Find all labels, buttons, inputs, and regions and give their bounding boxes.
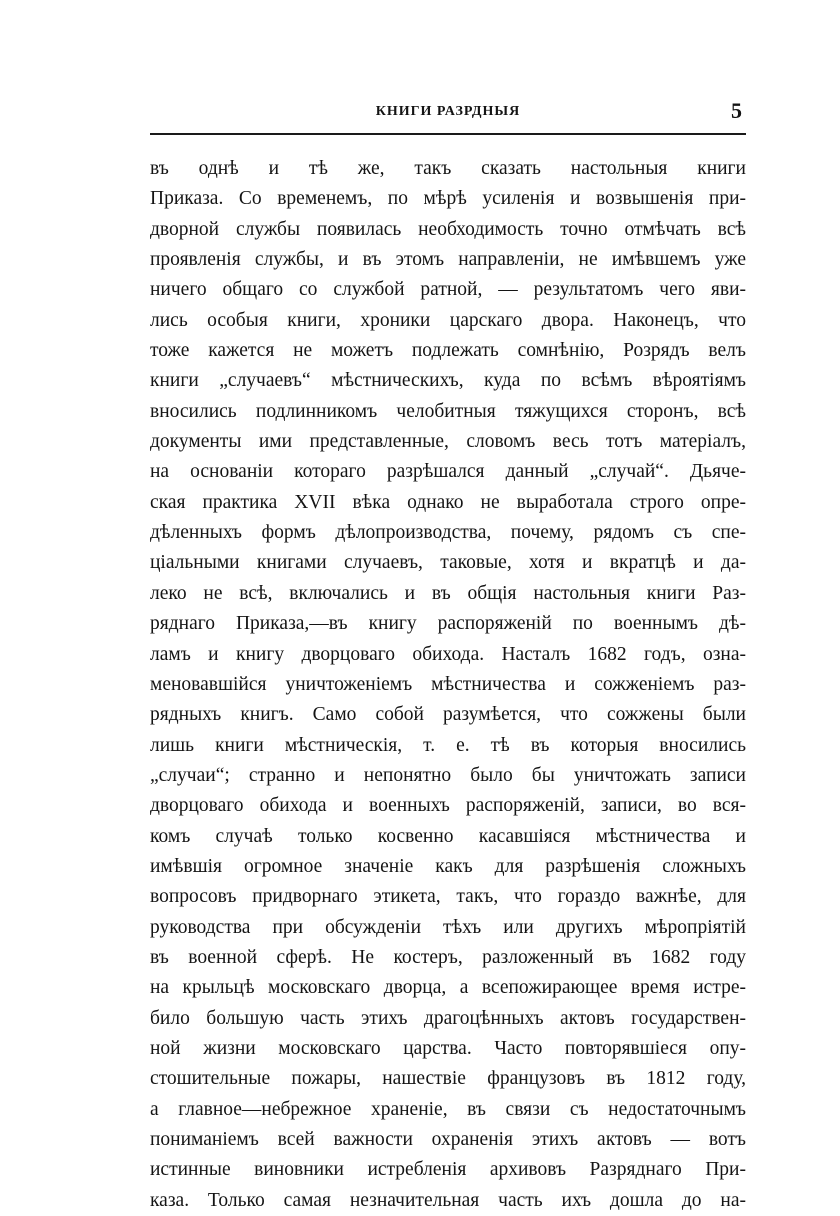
running-head xyxy=(150,98,746,130)
text-line: дворцоваго обихода и военныхъ распоряженій, записи, во вся- xyxy=(150,795,746,817)
text-line: лись особыя книги, хроники царскаго двора. Наконецъ, что xyxy=(150,309,746,331)
text-line: меновавшійся уничтоженіемъ мѣстничества и сожженіемъ раз- xyxy=(150,673,746,695)
text-line: книги „случаевъ“ мѣстническихъ, куда по всѣмъ вѣроятіямъ xyxy=(150,370,746,392)
text-line: било большую часть этихъ драгоцѣнныхъ актовъ государствен- xyxy=(150,1007,746,1029)
text-line: ной жизни московскаго царства. Часто повторявшіеся опу- xyxy=(150,1037,746,1059)
text-line: стошительные пожары, нашествіе французовъ въ 1812 году, xyxy=(150,1068,746,1090)
text-line: на основаніи котораго разрѣшался данный „случай“. Дьяче- xyxy=(150,461,746,483)
running-title: КНИГИ РАЗРДНЫЯ xyxy=(375,104,521,119)
text-line: ничего общаго со службой ратной, — результатомъ чего яви- xyxy=(150,279,746,301)
text-line: въ военной сферѣ. Не костеръ, разложенный въ 1682 году xyxy=(150,946,746,968)
text-line: дѣленныхъ формъ дѣлопроизводства, почему, рядомъ съ спе- xyxy=(150,522,746,544)
text-line: вносились подлинникомъ челобитныя тяжущихся сторонъ, всѣ xyxy=(150,400,746,422)
text-line: леко не всѣ, включались и въ общія настольныя книги Раз- xyxy=(150,582,746,604)
page-number: 5 xyxy=(731,98,742,123)
text-line: ламъ и книгу дворцоваго обихода. Насталъ 1682 годъ, озна- xyxy=(150,643,746,665)
text-line: Приказа. Со временемъ, по мѣрѣ усиленія и возвышенія при- xyxy=(150,188,746,210)
text-line: документы ими представленные, словомъ весь тотъ матеріалъ, xyxy=(150,431,746,453)
text-line: имѣвшія огромное значеніе какъ для разрѣшенія сложныхъ xyxy=(150,855,746,877)
body-text xyxy=(150,154,746,1216)
text-line: проявленія службы, и въ этомъ направленіи, не имѣвшемъ уже xyxy=(150,249,746,271)
text-line: дворной службы появилась необходимость точно отмѣчать всѣ xyxy=(150,218,746,240)
header-rule xyxy=(150,133,746,135)
text-line: тоже кажется не можетъ подлежать сомнѣнію, Розрядъ велъ xyxy=(150,340,746,362)
text-line: руководства при обсужденіи тѣхъ или другихъ мѣропріятій xyxy=(150,916,746,938)
text-line: лишь книги мѣстническія, т. е. тѣ въ которыя вносились xyxy=(150,734,746,756)
text-line: а главное—небрежное храненіе, въ связи съ недостаточнымъ xyxy=(150,1098,746,1120)
text-line: ряднаго Приказа,—въ книгу распоряженій по военнымъ дѣ- xyxy=(150,613,746,635)
text-line: „случаи“; странно и непонятно было бы уничтожать записи xyxy=(150,764,746,786)
text-line: комъ случаѣ только косвенно касавшіяся мѣстничества и xyxy=(150,825,746,847)
text-line: рядныхъ книгъ. Само собой разумѣется, что сожжены были xyxy=(150,704,746,726)
text-line: ціальными книгами случаевъ, таковые, хотя и вкратцѣ и да- xyxy=(150,552,746,574)
text-line: ская практика XVII вѣка однако не выработала строго опре- xyxy=(150,491,746,513)
text-line: вопросовъ придворнаго этикета, такъ, что гораздо важнѣе, для xyxy=(150,886,746,908)
text-line: пониманіемъ всей важности охраненія этихъ актовъ — вотъ xyxy=(150,1129,746,1150)
text-line: истинные виновники истребленія архивовъ Разряднаго При- xyxy=(150,1159,746,1181)
text-line: на крыльцѣ московскаго дворца, а всепожирающее время истре- xyxy=(150,977,746,999)
text-line: въ однѣ и тѣ же, такъ сказать настольныя книги xyxy=(150,158,746,179)
text-line: каза. Только самая незначительная часть ихъ дошла до на- xyxy=(150,1189,746,1211)
